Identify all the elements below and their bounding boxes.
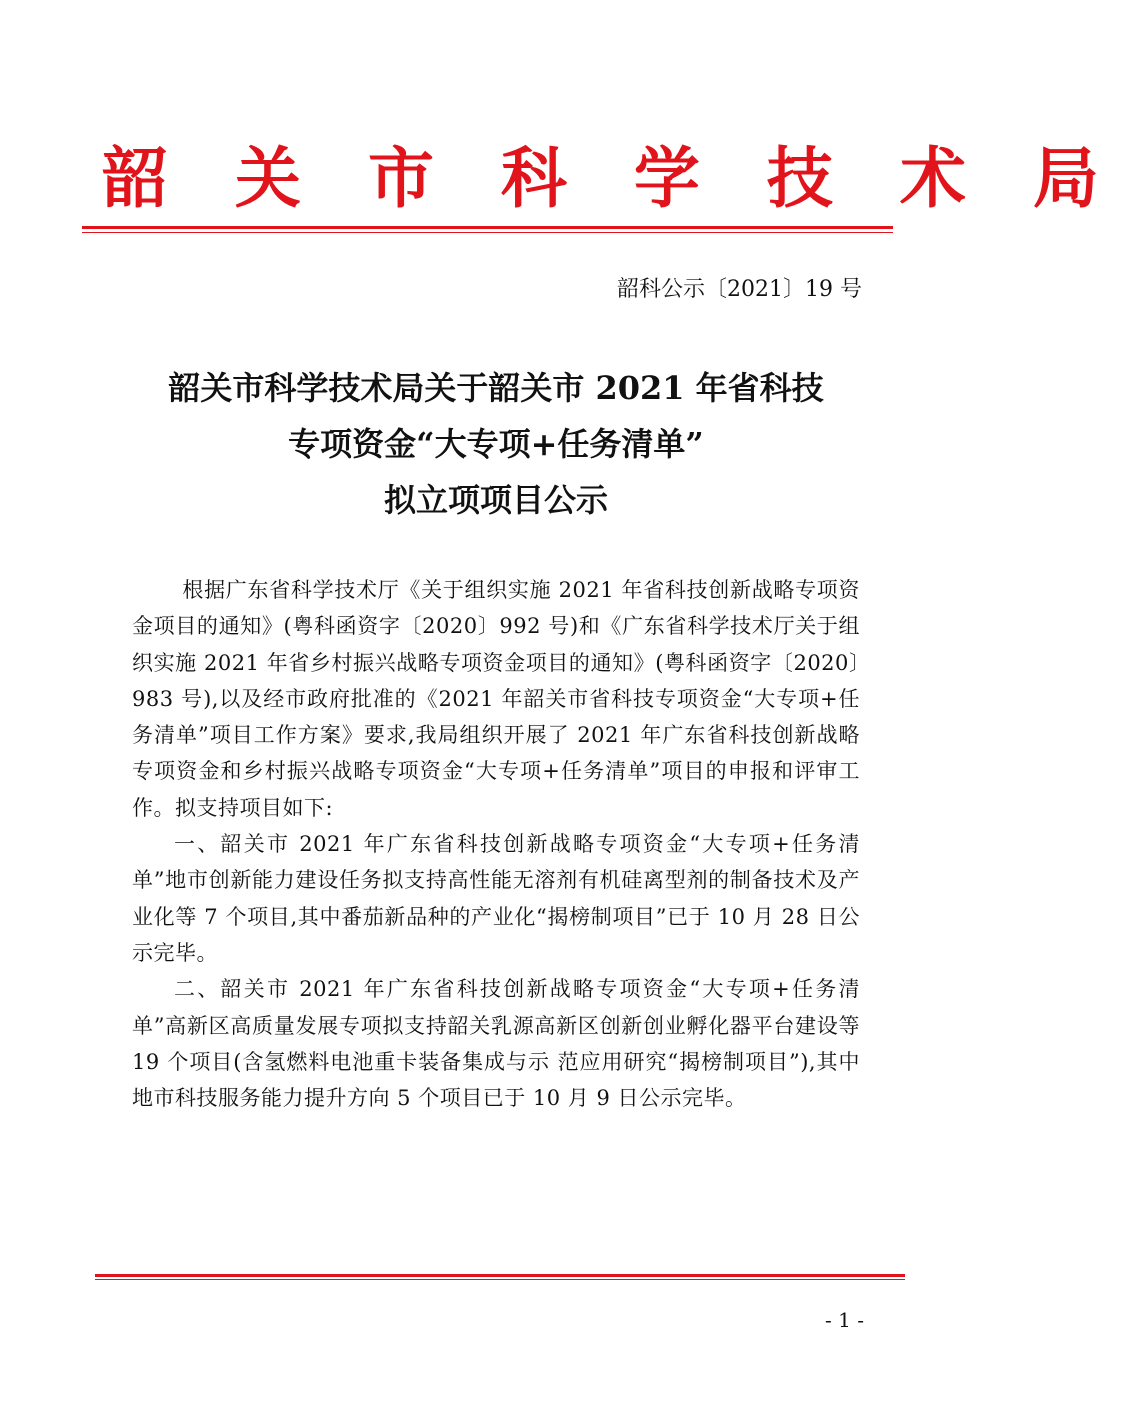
title-line-3: 拟立项项目公示 <box>383 481 608 519</box>
document-title <box>100 360 892 528</box>
header-divider-thick <box>82 226 893 229</box>
item-two-paragraph: 二、韶关市 2021 年广东省科技创新战略专项资金“大专项+任务清单”高新区高质量发展专项拟支持韶关乳源高新区创新创业孵化器平台建设等 19 个项目(含氢燃料电池重卡装备集成与示 范应用研究“揭榜制项目”),其中地市科技服务能力提升方向 5 个项目已于 10 月 9 日公示完毕。 <box>132 977 860 1111</box>
footer-divider-thick <box>95 1274 905 1277</box>
title-line-1: 韶关市科学技术局关于韶关市 2021 年省科技 <box>168 369 824 407</box>
document-body <box>132 572 860 1116</box>
item-one-paragraph: 一、韶关市 2021 年广东省科技创新战略专项资金“大专项+任务清单”地市创新能力建设任务拟支持高性能无溶剂有机硅离型剂的制备技术及产业化等 7 个项目,其中番茄新品种的产业化“揭榜制项目”已于 10 月 28 日公示完毕。 <box>132 832 860 965</box>
intro-paragraph: 根据广东省科学技术厅《关于组织实施 2021 年省科技创新战略专项资金项目的通知》(粤科函资字〔2020〕992 号)和《广东省科学技术厅关于组织实施 2021 年省乡村振兴战略专项资金项目的通知》(粤科函资字〔2020〕983 号),以及经市政府批准的《2021 年韶关市省科技专项资金“大专项+任务清单”项目工作方案》要求,我局组织开展了 2021 年广东省科技创新战略专项资金和乡村振兴战略专项资金“大专项+任务清单”项目的申报和评审工作。拟支持项目如下: <box>132 578 860 820</box>
page-number: - 1 - <box>825 1308 864 1332</box>
footer-divider-thin <box>95 1279 905 1280</box>
document-number: 韶科公示〔2021〕19 号 <box>617 277 862 302</box>
header-divider-thin <box>82 232 893 233</box>
title-line-2: 专项资金“大专项+任务清单” <box>288 425 704 463</box>
agency-masthead: 韶 关 市 科 学 技 术 局 <box>102 139 1121 217</box>
